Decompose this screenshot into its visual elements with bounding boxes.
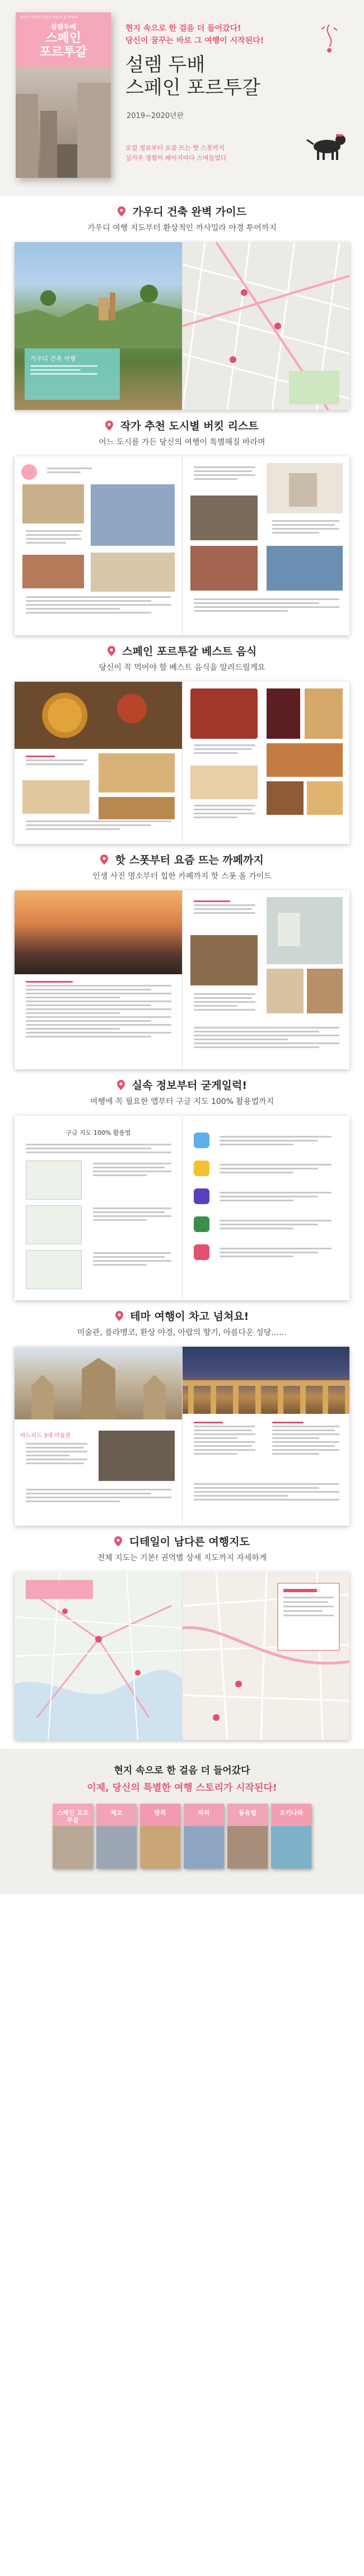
spread-right-page xyxy=(182,242,349,410)
series-book-list xyxy=(0,1804,364,1869)
series-book-photo xyxy=(53,1826,93,1869)
city-skyline-illustration xyxy=(15,265,182,348)
series-book-title: 파리 xyxy=(198,1809,210,1817)
book-spread xyxy=(15,1572,349,1740)
map-pin-icon xyxy=(115,1311,123,1321)
series-book-photo xyxy=(271,1826,311,1869)
section-gaudi xyxy=(0,196,364,410)
spread-left-page xyxy=(15,242,182,410)
section-bucket-list xyxy=(0,410,364,635)
section-subtitle: 어느 도시를 가든 당신의 여행이 특별해질 바라며 xyxy=(99,438,265,447)
spread-right-page xyxy=(182,1347,349,1526)
hero-quote: 현지 속으로 한 걸음 더 들어갔다! 당신이 꿈꾸는 바로 그 여행이 시작된다! xyxy=(125,24,264,46)
spread-left-page xyxy=(15,890,182,1069)
book-spread xyxy=(15,1347,349,1526)
page-heading: 마드리드 3대 미술관 xyxy=(20,1433,71,1439)
aqueduct-illustration xyxy=(183,1369,349,1414)
book-spread xyxy=(15,890,349,1069)
series-book-title: 오키나와 xyxy=(279,1809,304,1817)
series-book[interactable] xyxy=(227,1804,268,1869)
spread-right-page xyxy=(182,890,349,1069)
book-cover xyxy=(16,12,111,178)
section-title: 디테일이 남다른 여행지도 xyxy=(112,1534,252,1549)
section-subtitle: 인생 사진 명소부터 힙한 카페까지 핫 스폿 올 가이드 xyxy=(92,872,272,881)
series-book-photo xyxy=(227,1826,268,1869)
map-pin-icon xyxy=(118,206,125,216)
section-title: 실속 정보부터 굳게일럭! xyxy=(115,1077,249,1092)
series-book-title: 동유럽 xyxy=(239,1809,256,1817)
hero-title: 설렘 두배 스페인 포르투갈 xyxy=(125,54,260,99)
cathedral-illustration xyxy=(15,1358,182,1419)
section-theme-travel xyxy=(0,1300,364,1526)
map-pin-icon xyxy=(100,855,108,865)
spread-right-page xyxy=(182,1116,349,1300)
section-practical-info xyxy=(0,1069,364,1300)
hero-year: 2019~2020년판 xyxy=(127,112,184,120)
footer-banner xyxy=(0,1749,364,1894)
spread-left-page xyxy=(15,1572,182,1740)
city-map-illustration xyxy=(183,242,349,410)
spread-left-page xyxy=(15,1347,182,1526)
map-pin-icon xyxy=(105,421,113,431)
doodle-icon xyxy=(317,22,342,56)
section-best-food xyxy=(0,635,364,844)
hero-banner xyxy=(0,0,364,196)
section-title: 가우디 건축 완벽 가이드 xyxy=(115,204,249,219)
caption-box: 가우디 건축 여행 xyxy=(25,348,120,400)
section-title: 핫 스폿부터 요즘 뜨는 까페까지 xyxy=(98,852,266,867)
series-book[interactable] xyxy=(271,1804,311,1869)
book-spread xyxy=(15,1116,349,1300)
series-book[interactable] xyxy=(53,1804,93,1869)
page-heading: 구글 지도 100% 활용법 xyxy=(66,1129,131,1136)
book-small-text: 꿈꾸던 여행을 현실로 만들어 줄 안내서 xyxy=(20,16,78,20)
section-subtitle: 미술관, 플라멩코, 환상 야경, 아랍의 향기, 아름다운 성당…… xyxy=(77,1328,287,1337)
spread-left-page xyxy=(15,1116,182,1300)
footer-line-1: 현지 속으로 한 걸음 더 들어갔다 xyxy=(114,1765,250,1776)
series-book[interactable] xyxy=(140,1804,180,1869)
spread-right-page xyxy=(182,456,349,635)
footer-line-2: 이제, 당신의 특별한 여행 스토리가 시작된다! xyxy=(87,1782,277,1794)
section-subtitle: 여행에 꼭 필요한 앱부터 구글 지도 100% 활용법까지 xyxy=(90,1097,274,1106)
section-hot-spots xyxy=(0,844,364,1069)
series-book-title: 체코 xyxy=(110,1809,123,1817)
series-book-title: 스페인 포르투갈 xyxy=(57,1809,89,1824)
series-book[interactable] xyxy=(96,1804,137,1869)
map-pin-icon xyxy=(108,646,115,656)
series-book[interactable] xyxy=(184,1804,224,1869)
series-book-photo xyxy=(96,1826,137,1869)
book-spread xyxy=(15,456,349,635)
book-cover-title: 설렘두배 스페인 포르투갈 xyxy=(39,22,87,59)
spread-right-page xyxy=(182,1572,349,1740)
district-map-illustration xyxy=(183,1572,349,1740)
series-book-title: 방콕 xyxy=(154,1809,166,1817)
region-map-illustration xyxy=(15,1572,182,1740)
book-spread xyxy=(15,682,349,844)
spread-left-page xyxy=(15,456,182,635)
section-detailed-maps xyxy=(0,1526,364,1740)
map-pin-icon xyxy=(117,1080,125,1090)
spread-left-page xyxy=(15,682,182,844)
spread-right-page xyxy=(182,682,349,844)
hero-description: 로컬 정보부터 요즘 뜨는 핫 스폿까지 실거주 경험이 페이지마다 스며들었다 xyxy=(125,144,227,162)
book-cover-photo xyxy=(16,68,111,178)
map-pin-icon xyxy=(114,1536,122,1546)
section-title: 스페인 포르투갈 베스트 음식 xyxy=(105,643,259,658)
section-subtitle: 전체 지도는 기본! 권역별 상세 지도까지 자세하게 xyxy=(97,1554,267,1563)
book-spread xyxy=(15,242,349,410)
section-subtitle: 당신이 꼭 먹어야 할 베스트 음식을 알려드릴게요 xyxy=(99,663,265,672)
section-subtitle: 가우디 여행 지도부터 환상적인 까사밀라 야경 투어까지 xyxy=(87,224,277,233)
series-book-photo xyxy=(184,1826,224,1869)
section-title: 테마 여행이 차고 넘쳐요! xyxy=(113,1308,251,1323)
section-title: 작가 추천 도시별 버킷 리스트 xyxy=(103,418,260,433)
dog-illustration-icon xyxy=(305,123,349,162)
series-book-photo xyxy=(140,1826,180,1869)
